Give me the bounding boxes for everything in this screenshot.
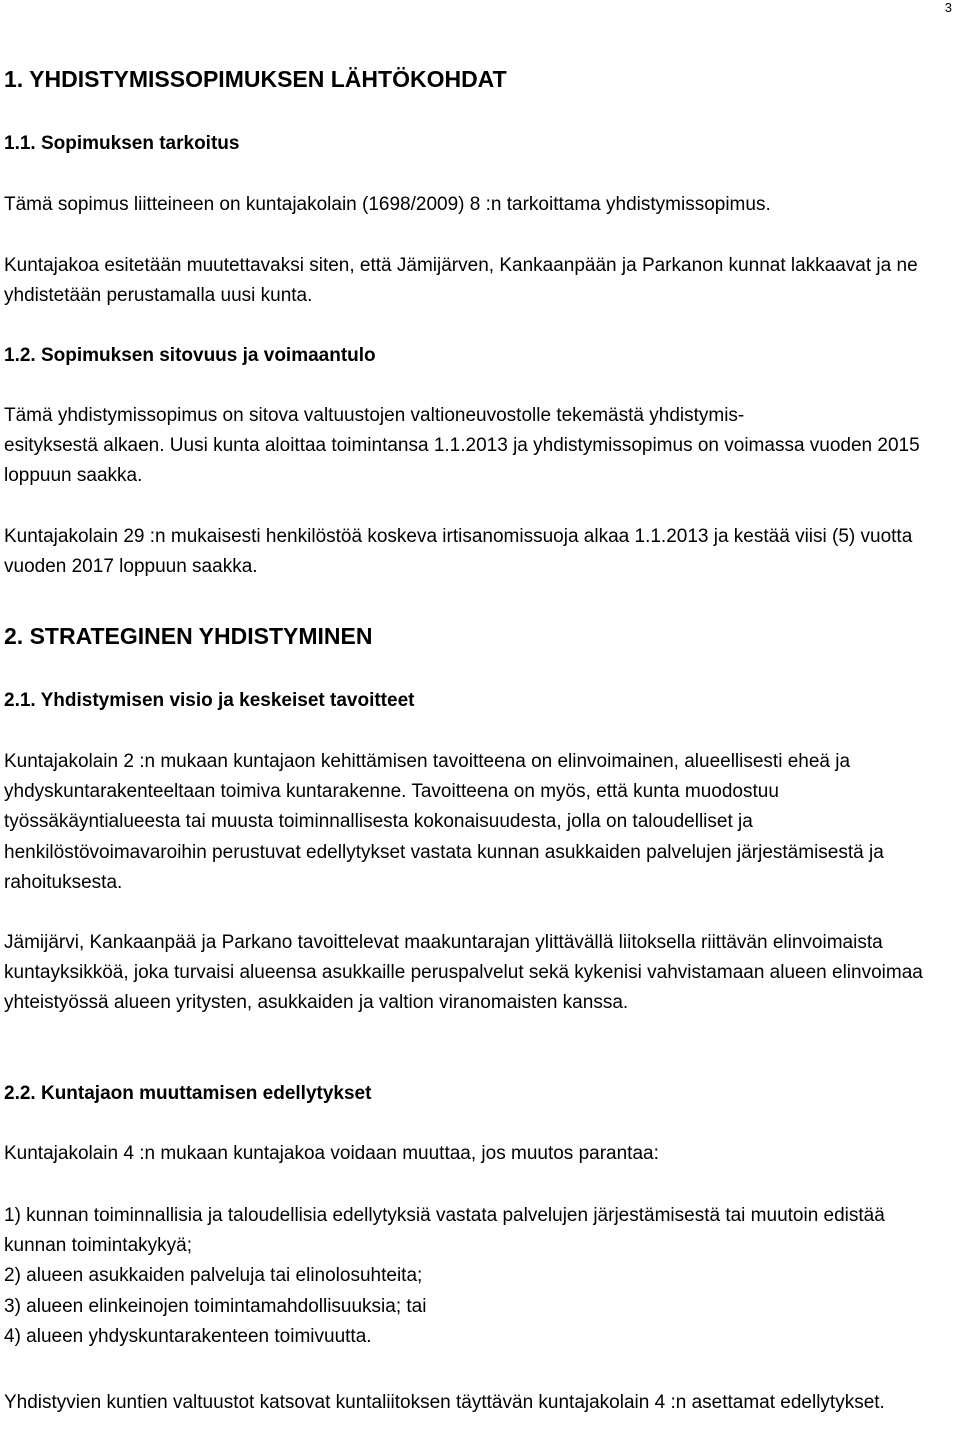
list-item: 2) alueen asukkaiden palveluja tai elinolosuhteita; (4, 1265, 423, 1287)
section-1-1-heading: 1.1. Sopimuksen tarkoitus (4, 133, 240, 154)
section-1-2-paragraph-2: Kuntajakolain 29 :n mukaisesti henkilöstöä koskeva irtisanomissuoja alkaa 1.1.2013 ja kestää viisi (5) vuotta vuoden 2017 loppuun saakka. (4, 526, 913, 578)
section-2-2-paragraph-2: Yhdistyvien kuntien valtuustot katsovat kuntaliitoksen täyttävän kuntajakolain 4 :n asettamat edellytykset. (4, 1392, 885, 1413)
section-1-1-paragraph-2: Kuntajakoa esitetään muutettavaksi siten, että Jämijärven, Kankaanpään ja Parkanon kunnat lakkaavat ja ne yhdistetään perustamalla uusi kunta. (4, 255, 918, 307)
requirements-list (4, 1201, 944, 1352)
section-2-1-paragraph-2: Jämijärvi, Kankaanpää ja Parkano tavoittelevat maakuntarajan ylittävällä liitoksella riittävän elinvoimaista kuntayksikköä, joka turvaisi alueensa asukkaille peruspalvelut sekä kykenisi vahvistamaan alueen elinvoimaa yhteistyössä alueen yritysten, asukkaiden ja valtion viranomaisten kanssa. (4, 932, 923, 1014)
list-item: 3) alueen elinkeinojen toimintamahdollisuuksia; tai (4, 1295, 427, 1317)
section-1-heading: 1. YHDISTYMISSOPIMUKSEN LÄHTÖKOHDAT (4, 66, 507, 92)
page-number: 3 (944, 0, 952, 15)
section-1-2-heading: 1.2. Sopimuksen sitovuus ja voimaantulo (4, 345, 376, 366)
section-2-1-heading: 2.1. Yhdistymisen visio ja keskeiset tavoitteet (4, 690, 415, 711)
section-2-heading: 2. STRATEGINEN YHDISTYMINEN (4, 623, 373, 649)
paragraph-line: Tämä yhdistymissopimus on sitova valtuustojen valtioneuvostolle tekemästä yhdistymis- (4, 405, 745, 426)
section-2-1-paragraph-1: Kuntajakolain 2 :n mukaan kuntajaon kehittämisen tavoitteena on elinvoimainen, alueellisesti eheä ja yhdyskuntarakenteeltaan toimiva kuntarakenne. Tavoitteena on myös, että kunta muodostuu työssäkäyntialueesta tai muusta toiminnallisesta kokonaisuudesta, jolla on taloudelliset ja henkilöstövoimavaroihin perustuvat edellytykset vastata kunnan asukkaiden palvelujen järjestämisestä ja rahoituksesta. (4, 751, 884, 893)
list-item: 1) kunnan toiminnallisia ja taloudellisia edellytyksiä vastata palvelujen järjestämisestä tai muutoin edistää kunnan toimintakykyä; (4, 1205, 885, 1257)
section-2-2-heading: 2.2. Kuntajaon muuttamisen edellytykset (4, 1083, 372, 1104)
paragraph-line: esityksestä alkaen. Uusi kunta aloittaa toimintansa 1.1.2013 ja yhdistymissopimus on voimassa vuoden 2015 loppuun saakka. (4, 435, 920, 487)
section-1-1-paragraph-1: Tämä sopimus liitteineen on kuntajakolain (1698/2009) 8 :n tarkoittama yhdistymissopimus. (4, 194, 771, 215)
list-item: 4) alueen yhdyskuntarakenteen toimivuutta. (4, 1325, 372, 1347)
section-1-2-paragraph-1 (4, 401, 944, 492)
section-2-2-paragraph-1: Kuntajakolain 4 :n mukaan kuntajakoa voidaan muuttaa, jos muutos parantaa: (4, 1143, 659, 1164)
